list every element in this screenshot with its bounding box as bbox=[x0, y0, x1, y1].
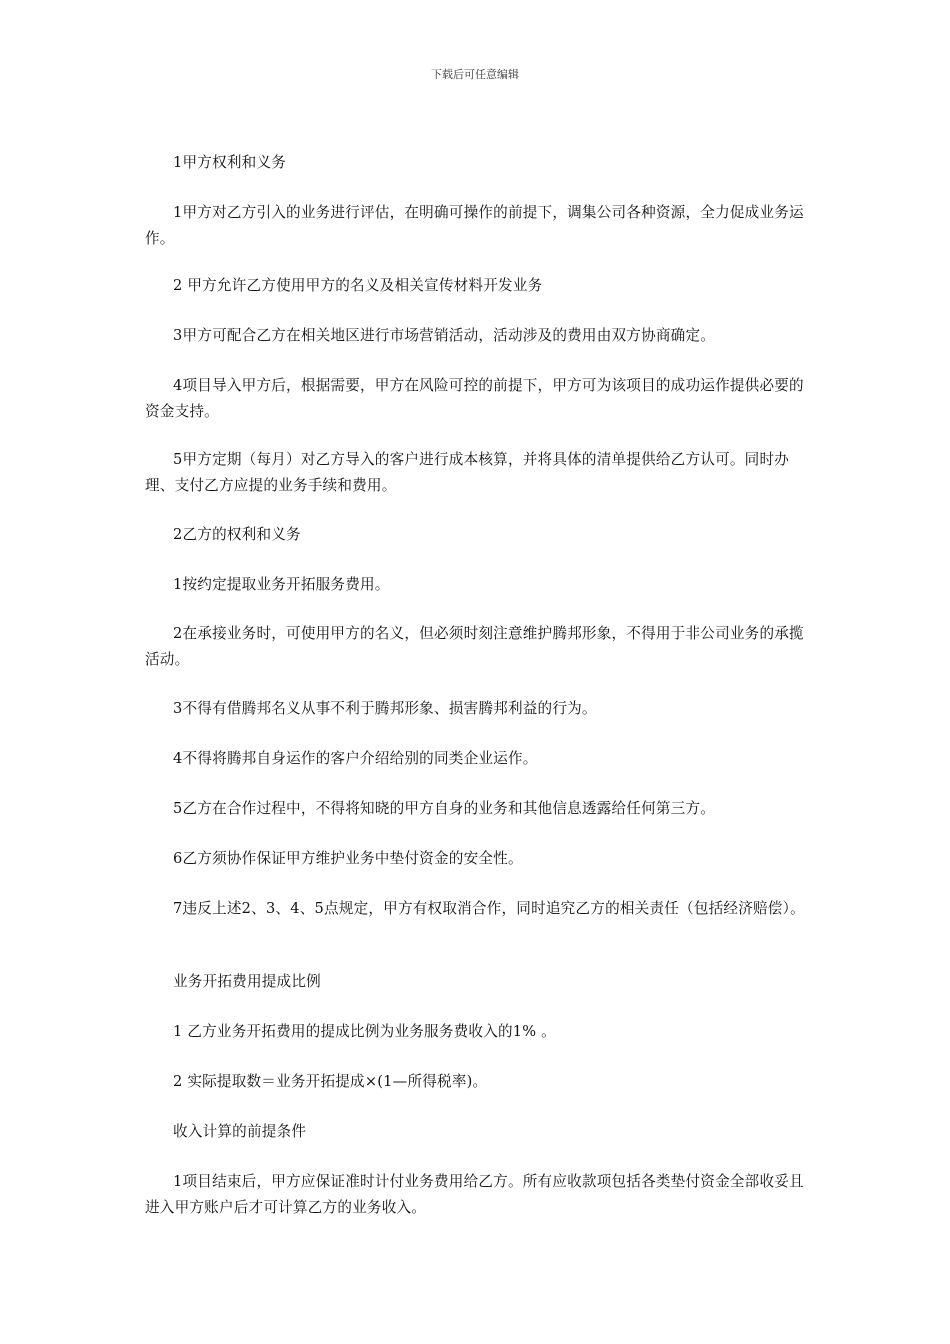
page-header: 下载后可任意编辑 bbox=[431, 68, 519, 81]
paragraph: 2在承接业务时，可使用甲方的名义，但必须时刻注意维护腾邦形象，不得用于非公司业务的承揽活动。 bbox=[145, 625, 804, 668]
paragraph: 3不得有借腾邦名义从事不利于腾邦形象、损害腾邦利益的行为。 bbox=[173, 700, 597, 717]
paragraph: 4项目导入甲方后，根据需要，甲方在风险可控的前提下，甲方可为该项目的成功运作提供必要的资金支持。 bbox=[145, 377, 804, 420]
paragraph: 3甲方可配合乙方在相关地区进行市场营销活动，活动涉及的费用由双方协商确定。 bbox=[173, 327, 716, 344]
section-heading-commission: 业务开拓费用提成比例 bbox=[173, 973, 321, 990]
paragraph: 5乙方在合作过程中，不得将知晓的甲方自身的业务和其他信息透露给任何第三方。 bbox=[173, 800, 716, 817]
paragraph: 7违反上述2、3、4、5点规定，甲方有权取消合作，同时追究乙方的相关责任（包括经济赔偿）。 bbox=[173, 900, 805, 917]
paragraph: 6乙方须协作保证甲方维护业务中垫付资金的安全性。 bbox=[173, 850, 523, 867]
paragraph: 2 实际提取数＝业务开拓提成×(1—所得税率)。 bbox=[173, 1073, 488, 1090]
paragraph: 2 甲方允许乙方使用甲方的名义及相关宣传材料开发业务 bbox=[173, 277, 543, 294]
paragraph: 1按约定提取业务开拓服务费用。 bbox=[173, 576, 390, 593]
paragraph: 1甲方对乙方引入的业务进行评估，在明确可操作的前提下，调集公司各种资源，全力促成业务运作。 bbox=[145, 204, 804, 247]
section-heading-party-a: 1甲方权利和义务 bbox=[173, 154, 287, 171]
paragraph: 1项目结束后，甲方应保证准时计付业务费用给乙方。所有应收款项包括各类垫付资金全部收妥且进入甲方账户后才可计算乙方的业务收入。 bbox=[145, 1173, 804, 1216]
section-heading-party-b: 2乙方的权利和义务 bbox=[173, 526, 301, 543]
paragraph: 5甲方定期（每月）对乙方导入的客户进行成本核算，并将具体的清单提供给乙方认可。同时办理、支付乙方应提的业务手续和费用。 bbox=[145, 451, 790, 494]
paragraph: 1 乙方业务开拓费用的提成比例为业务服务费收入的1% 。 bbox=[173, 1023, 556, 1040]
section-heading-conditions: 收入计算的前提条件 bbox=[173, 1123, 307, 1140]
paragraph: 4不得将腾邦自身运作的客户介绍给别的同类企业运作。 bbox=[173, 750, 538, 767]
